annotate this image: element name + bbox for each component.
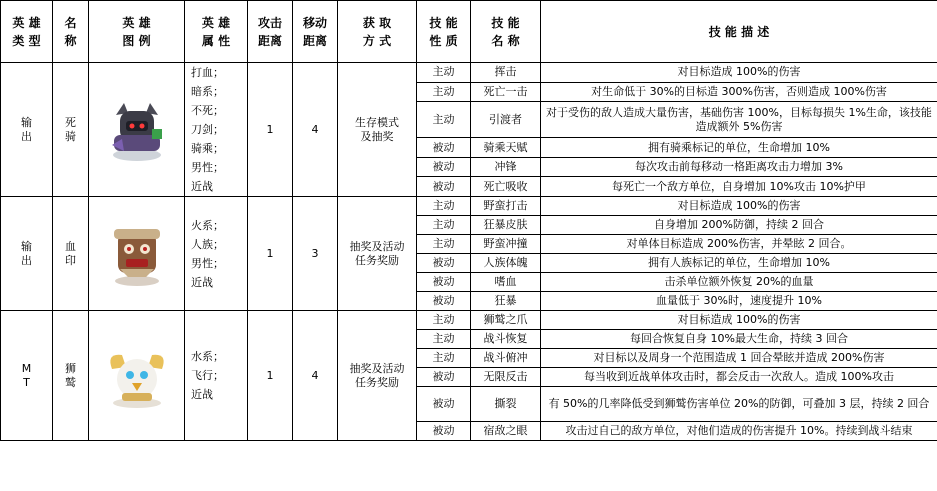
skill-desc-cell: 击杀单位额外恢复 20%的血量: [541, 273, 937, 292]
hero-name-cell: 血 印: [53, 197, 89, 311]
skill-name-cell: 死亡一击: [471, 82, 541, 102]
hero-attr: 近战: [191, 180, 213, 193]
skill-name-cell: 骑乘天赋: [471, 138, 541, 158]
skill-desc-cell: 自身增加 200%防御，持续 2 回合: [541, 216, 937, 235]
skill-desc-cell: 对目标造成 100%的伤害: [541, 63, 937, 83]
skill-type-cell: 主动: [417, 349, 471, 368]
skill-desc-cell: 每当收到近战单体攻击时，都会反击一次敌人。造成 100%攻击: [541, 368, 937, 387]
skill-name-cell: 引渡者: [471, 102, 541, 138]
skill-type-cell: 被动: [417, 157, 471, 177]
hero-attr-cell: [185, 63, 248, 197]
header-image: 英 雄 图 例: [89, 1, 185, 63]
skill-desc-cell: 对目标造成 100%的伤害: [541, 311, 937, 330]
skill-name-cell: 战斗俯冲: [471, 349, 541, 368]
skill-name-cell: 冲锋: [471, 157, 541, 177]
hero-attr: 人族；: [191, 237, 224, 251]
hero-type-cell: M T: [1, 311, 53, 441]
hero-atk-range-cell: 1: [248, 311, 293, 441]
hero-attr-cell: [185, 311, 248, 441]
header-row: [1, 1, 937, 63]
hero-type-cell: 输 出: [1, 197, 53, 311]
skill-type-cell: 主动: [417, 235, 471, 254]
skill-type-cell: 被动: [417, 368, 471, 387]
hero-move-range-cell: 4: [293, 311, 338, 441]
hero-portrait-death-knight-icon: [102, 95, 172, 165]
skill-desc-cell: 拥有人族标记的单位，生命增加 10%: [541, 254, 937, 273]
hero-attr: 火系；: [191, 218, 224, 232]
hero-atk-range-cell: 1: [248, 63, 293, 197]
skill-type-cell: 主动: [417, 102, 471, 138]
header-name: 名 称: [53, 1, 89, 63]
hero-attr: 飞行；: [191, 369, 224, 382]
skill-type-cell: 被动: [417, 273, 471, 292]
hero-image-cell: [89, 63, 185, 197]
hero-atk-range-cell: 1: [248, 197, 293, 311]
hero-attr: 男性；: [191, 161, 224, 174]
hero-attr: 近战: [191, 275, 213, 289]
skill-desc-cell: 每死亡一个敌方单位，自身增加 10%攻击 10%护甲: [541, 177, 937, 197]
skill-type-cell: 主动: [417, 311, 471, 330]
skill-desc-cell: 对单体目标造成 200%伤害，并晕眩 2 回合。: [541, 235, 937, 254]
skill-name-cell: 无限反击: [471, 368, 541, 387]
hero-obtain-cell: 抽奖及活动 任务奖励: [338, 197, 417, 311]
header-skill-name: 技 能 名 称: [471, 1, 541, 63]
skill-name-cell: 人族体魄: [471, 254, 541, 273]
skill-name-cell: 狂暴: [471, 292, 541, 311]
skill-type-cell: 被动: [417, 177, 471, 197]
header-attr: 英 雄 属 性: [185, 1, 248, 63]
skill-row: [1, 197, 937, 216]
skill-type-cell: 被动: [417, 422, 471, 441]
hero-obtain-cell: 生存模式 及抽奖: [338, 63, 417, 197]
skill-desc-cell: 每次攻击前每移动一格距离攻击力增加 3%: [541, 157, 937, 177]
skill-name-cell: 挥击: [471, 63, 541, 83]
hero-attr: 男性；: [191, 256, 224, 270]
hero-image-cell: [89, 197, 185, 311]
hero-attr: 水系；: [191, 350, 224, 363]
skill-type-cell: 被动: [417, 138, 471, 158]
skill-row: [1, 63, 937, 83]
skill-name-cell: 狂暴皮肤: [471, 216, 541, 235]
skill-type-cell: 主动: [417, 216, 471, 235]
header-skill-type: 技 能 性 质: [417, 1, 471, 63]
skill-name-cell: 宿敌之眼: [471, 422, 541, 441]
hero-attr-cell: [185, 197, 248, 311]
hero-move-range-cell: 4: [293, 63, 338, 197]
hero-name-cell: 狮 鹫: [53, 311, 89, 441]
hero-name-cell: 死 骑: [53, 63, 89, 197]
skill-row: [1, 311, 937, 330]
skill-name-cell: 撕裂: [471, 387, 541, 422]
hero-type-cell: 输 出: [1, 63, 53, 197]
skill-desc-cell: 每回合恢复自身 10%最大生命，持续 3 回合: [541, 330, 937, 349]
header-skill-desc: 技 能 描 述: [541, 1, 937, 63]
skill-desc-cell: 对生命低于 30%的目标造 300%伤害，否则造成 100%伤害: [541, 82, 937, 102]
skill-name-cell: 嗜血: [471, 273, 541, 292]
header-obtain: 获 取 方 式: [338, 1, 417, 63]
skill-name-cell: 野蛮打击: [471, 197, 541, 216]
hero-attr: 近战: [191, 388, 213, 401]
skill-desc-cell: 对目标造成 100%的伤害: [541, 197, 937, 216]
header-atk-range: 攻击 距离: [248, 1, 293, 63]
skill-type-cell: 主动: [417, 82, 471, 102]
skill-type-cell: 主动: [417, 197, 471, 216]
skill-type-cell: 被动: [417, 254, 471, 273]
hero-attr: 不死；: [191, 104, 224, 117]
skill-name-cell: 野蛮冲撞: [471, 235, 541, 254]
skill-desc-cell: 血量低于 30%时，速度提升 10%: [541, 292, 937, 311]
hero-move-range-cell: 3: [293, 197, 338, 311]
header-move-range: 移动 距离: [293, 1, 338, 63]
hero-image-cell: [89, 311, 185, 441]
hero-attr: 打血；: [191, 66, 224, 79]
skill-name-cell: 狮鹫之爪: [471, 311, 541, 330]
hero-obtain-cell: 抽奖及活动 任务奖励: [338, 311, 417, 441]
header-hero-type: 英 雄 类 型: [1, 1, 53, 63]
hero-attr: 暗系；: [191, 85, 224, 98]
hero-attr: 刀剑；: [191, 123, 224, 136]
skill-desc-cell: 有 50%的几率降低受到狮鹫伤害单位 20%的防御，可叠加 3 层，持续 2 回合: [541, 387, 937, 422]
hero-portrait-blood-seal-icon: [102, 219, 172, 289]
skill-desc-cell: 对目标以及周身一个范围造成 1 回合晕眩并造成 200%伤害: [541, 349, 937, 368]
skill-desc-cell: 攻击过自己的敌方单位，对他们造成的伤害提升 10%。持续到战斗结束: [541, 422, 937, 441]
skill-type-cell: 被动: [417, 387, 471, 422]
skill-type-cell: 主动: [417, 63, 471, 83]
skill-name-cell: 战斗恢复: [471, 330, 541, 349]
skill-type-cell: 被动: [417, 292, 471, 311]
skill-desc-cell: 拥有骑乘标记的单位，生命增加 10%: [541, 138, 937, 158]
hero-attr: 骑乘；: [191, 142, 224, 155]
skill-type-cell: 主动: [417, 330, 471, 349]
skill-name-cell: 死亡吸收: [471, 177, 541, 197]
skill-desc-cell: 对于受伤的敌人造成大量伤害，基础伤害 100%，目标每损失 1%生命，该技能造成额外 5%伤害: [541, 102, 937, 138]
hero-portrait-griffin-icon: [102, 341, 172, 411]
